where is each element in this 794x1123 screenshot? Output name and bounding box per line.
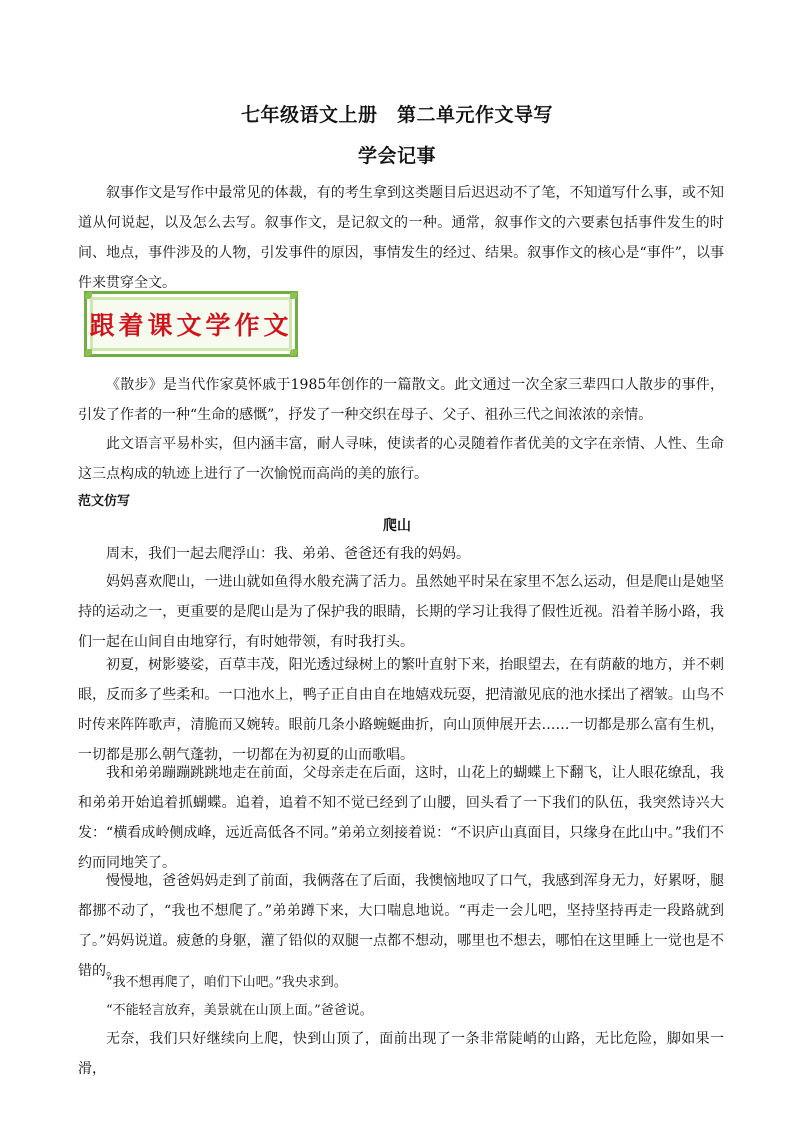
essay-paragraph: 我和弟弟蹦蹦跳跳地走在前面，父母亲走在后面，这时，山花上的蝴蝶上下翻飞，让人眼花缭乱，我和弟弟开始追着抓蝴蝶。追着，追着不知不觉已经到了山腰，回头看了一下我们的队伍，我突然诗兴大发：“横看成岭侧成峰，远近高低各不同。”弟弟立刻接着说：“不识庐山真面目，只缘身在此山中。”我们不约而同地笑了。	[78, 765, 724, 871]
banner-text: 跟着课文学作文	[89, 311, 293, 340]
essay-paragraph: 初夏，树影婆娑，百草丰茂，阳光透过绿树上的繁叶直射下来，抬眼望去，在有荫蔽的地方，并不刺眼，反而多了些柔和。一口池水上，鸭子正自由自在地嬉戏玩耍，把清澈见底的池水揉出了褶皱。山鸟不时传来阵阵歌声，清脆而又婉转。眼前几条小路蜿蜒曲折，向山顶伸展开去……一切都是那么富有生机，一切都是那么朝气蓬勃，一切都在为初夏的山而歌唱。	[78, 657, 724, 763]
essay-paragraph: 无奈，我们只好继续向上爬，快到山顶了，面前出现了一条非常陡峭的山路，无比危险，脚如果一滑，	[78, 1031, 724, 1077]
page-title: 七年级语文上册 第二单元作文导写	[240, 104, 553, 126]
essay-paragraph: 慢慢地，爸爸妈妈走到了前面，我俩落在了后面，我懊恼地叹了口气，我感到浑身无力，好累呀，腿都挪不动了，“我也不想爬了。”弟弟蹲下来，大口喘息地说。“再走一会儿吧，坚持坚持再走一段路就到了。”妈妈说道。疲惫的身躯，灌了铅似的双腿一点都不想动，哪里也不想去，哪怕在这里睡上一觉也是不错的。	[78, 873, 724, 979]
essay-dialog: “不能轻言放弃，美景就在山顶上面。”爸爸说。	[106, 1003, 373, 1018]
lesson-paragraph: 此文语言平易朴实，但内涵丰富，耐人寻味，使读者的心灵随着作者优美的文字在亲情、人性、生命这三点构成的轨迹上进行了一次愉悦而高尚的美的旅行。	[78, 436, 724, 482]
essay-paragraph: 妈妈喜欢爬山，一进山就如鱼得水般充满了活力。虽然她平时呆在家里不怎么运动，但是爬山是她坚持的运动之一，更重要的是爬山是为了保护我的眼睛，长期的学习让我得了假性近视。沿着羊肠小路，我们一起在山间自由地穿行，有时她带领，有时我打头。	[78, 574, 724, 650]
essay-title: 爬山	[383, 518, 411, 534]
intro-paragraph: 叙事作文是写作中最常见的体裁，有的考生拿到这类题目后迟迟动不了笔，不知道写什么事，或不知道从何说起，以及怎么去写。叙事作文，是记叙文的一种。通常，叙事作文的六要素包括事件发生的时间、地点，事件涉及的人物，引发事件的原因，事情发生的经过、结果。叙事作文的核心是“事件”，以事件来贯穿全文。	[78, 185, 724, 291]
section-label: 范文仿写	[78, 494, 131, 509]
page-subtitle: 学会记事	[357, 145, 436, 167]
essay-paragraph: 周末，我们一起去爬浮山：我、弟弟、爸爸还有我的妈妈。	[106, 546, 470, 562]
essay-dialog: “我不想再爬了，咱们下山吧。”我央求到。	[106, 975, 347, 990]
section-banner	[84, 291, 298, 357]
lesson-paragraph: 《散步》是当代作家莫怀戚于1985年创作的一篇散文。此文通过一次全家三辈四口人散步的事件，引发了作者的一种“生命的感慨”，抒发了一种交织在母子、父子、祖孙三代之间浓浓的亲情。	[78, 377, 724, 423]
